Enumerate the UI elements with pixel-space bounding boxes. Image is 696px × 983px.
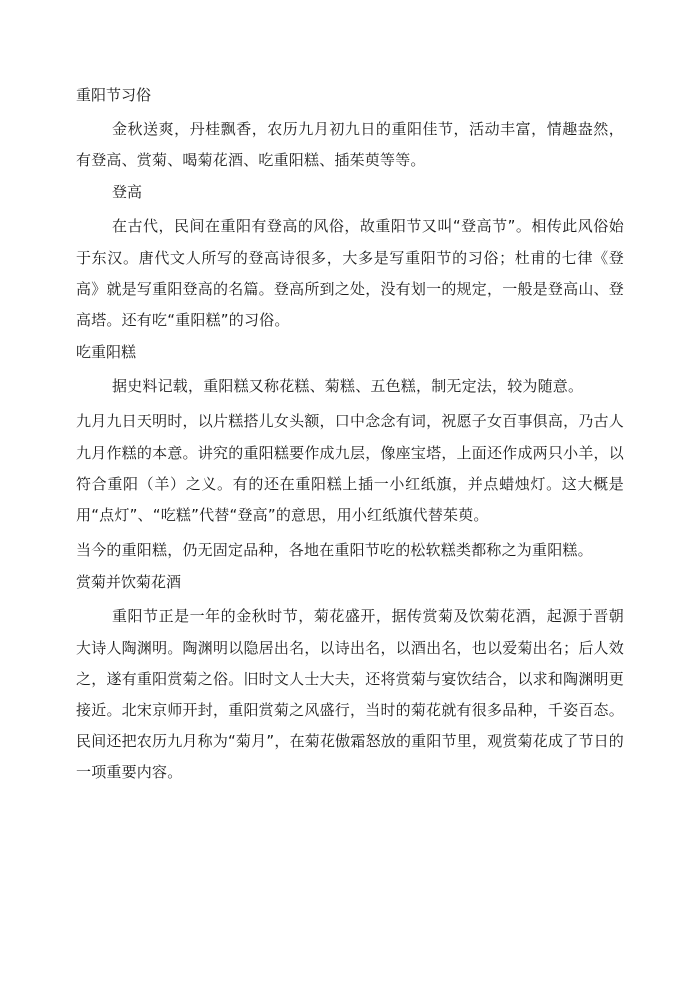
chongyanggao-paragraph-2: 九月九日天明时，以片糕搭儿女头额，口中念念有词，祝愿子女百事俱高，乃古人九月作糕的本意。讲究的重阳糕要作成九层，像座宝塔，上面还作成两只小羊，以符合重阳（羊）之义。有的还在重阳糕上插一小红纸旗，并点蜡烛灯。这大概是用“点灯”、“吃糕”代替“登高”的意思，用小红纸旗代替茱萸。	[76, 412, 624, 525]
chongyanggao-paragraph-1: 据史料记载，重阳糕又称花糕、菊糕、五色糕，制无定法，较为随意。	[112, 377, 584, 396]
shangju-paragraph: 重阳节正是一年的金秋时节，菊花盛开，据传赏菊及饮菊花酒，起源于晋朝大诗人陶渊明。陶渊明以隐居出名，以诗出名，以酒出名，也以爱菊出名；后人效之，遂有重阳赏菊之俗。旧时文人士大夫，还将赏菊与宴饮结合，以求和陶渊明更接近。北宋京师开封，重阳赏菊之风盛行，当时的菊花就有很多品种，千姿百态。民间还把农历九月称为“菊月”，在菊花傲霜怒放的重阳节里，观赏菊花成了节日的一项重要内容。	[76, 607, 624, 782]
section-heading-shangju: 赏菊并饮菊花酒	[76, 573, 182, 592]
denggao-paragraph: 在古代，民间在重阳有登高的风俗，故重阳节又叫“登高节”。相传此风俗始于东汉。唐代文人所写的登高诗很多，大多是写重阳节的习俗；杜甫的七律《登高》就是写重阳登高的名篇。登高所到之处，没有划一的规定，一般是登高山、登高塔。还有吃“重阳糕”的习俗。	[76, 217, 624, 330]
document-page	[76, 83, 624, 793]
section-heading-denggao: 登高	[112, 183, 143, 202]
chongyanggao-paragraph-3: 当今的重阳糕，仍无固定品种，各地在重阳节吃的松软糕类都称之为重阳糕。	[76, 541, 593, 560]
document-title: 重阳节习俗	[76, 86, 152, 104]
intro-paragraph: 金秋送爽，丹桂飘香，农历九月初九日的重阳佳节，活动丰富，情趣盎然，有登高、赏菊、喝菊花酒、吃重阳糕、插茱萸等等。	[76, 120, 624, 170]
section-heading-chongyanggao: 吃重阳糕	[76, 343, 137, 362]
